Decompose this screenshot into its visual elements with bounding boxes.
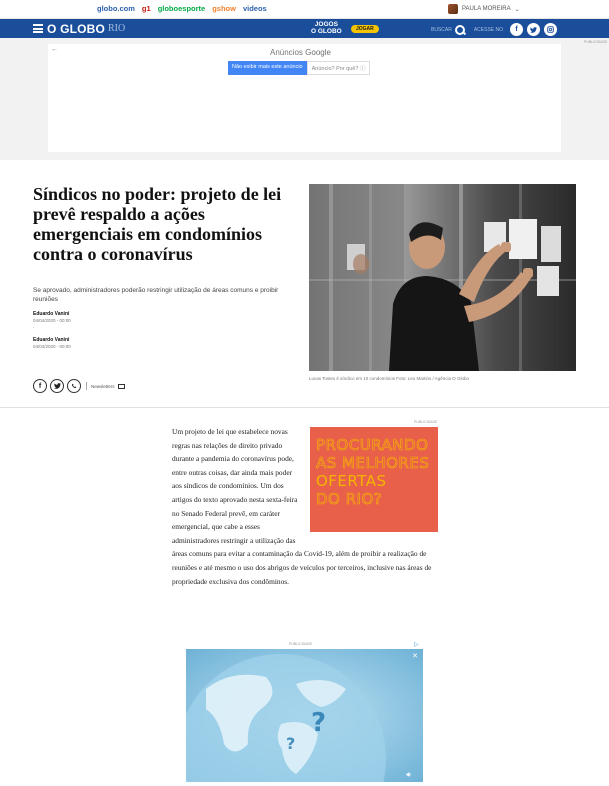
publish-date: 04/04/2020 - 00:00 bbox=[33, 318, 71, 323]
article-headline: Síndicos no poder: projeto de lei prevê respaldo a ações emergenciais em condomínios contra o coronavírus bbox=[33, 184, 282, 264]
jogar-button[interactable]: JOGAR bbox=[351, 25, 379, 33]
link-globoesporte[interactable]: globoesporte bbox=[157, 4, 206, 13]
close-icon[interactable]: ✕ bbox=[412, 653, 418, 660]
link-g1[interactable]: g1 bbox=[141, 4, 151, 13]
share-divider bbox=[86, 382, 87, 390]
twitter-icon[interactable] bbox=[527, 23, 540, 36]
video-ad[interactable] bbox=[186, 649, 423, 782]
article-subhead: Se aprovado, administradores poderão restringir utilização de áreas comuns e proibir reuniões bbox=[33, 287, 279, 303]
ad-float-spacer bbox=[302, 425, 440, 535]
globe-illustration bbox=[186, 649, 423, 782]
avatar bbox=[448, 4, 458, 14]
google-ads-label: Anúncios Google bbox=[270, 48, 331, 57]
network-bar bbox=[0, 0, 609, 19]
section-divider bbox=[0, 407, 609, 408]
svg-text:?: ? bbox=[311, 708, 327, 738]
mail-icon bbox=[118, 384, 125, 389]
section-name[interactable]: RIO bbox=[108, 23, 126, 34]
ad-label-top: PUBLICIDADE bbox=[584, 40, 608, 44]
article-photo[interactable] bbox=[309, 184, 576, 371]
article-body bbox=[172, 425, 440, 588]
share-bar bbox=[33, 379, 125, 393]
author-name[interactable]: Eduardo Vanini bbox=[33, 337, 70, 343]
share-facebook-icon[interactable]: f bbox=[33, 379, 47, 393]
search-icon[interactable] bbox=[455, 25, 465, 35]
adchoices-icon[interactable]: ▷ bbox=[414, 642, 419, 648]
facebook-icon[interactable]: f bbox=[510, 23, 523, 36]
site-header bbox=[0, 19, 609, 38]
newsletter-link[interactable]: Newsletters bbox=[91, 384, 125, 389]
volume-icon[interactable] bbox=[406, 772, 413, 777]
svg-text:?: ? bbox=[286, 734, 296, 753]
header-actions bbox=[431, 23, 557, 36]
share-whatsapp-icon[interactable] bbox=[67, 379, 81, 393]
author-name[interactable]: Eduardo Vanini bbox=[33, 311, 70, 317]
why-this-ad-button[interactable]: Anúncio? Por quê? ⓘ bbox=[307, 61, 371, 75]
buscar-label[interactable]: BUSCAR bbox=[431, 26, 452, 33]
article-paragraph: Um projeto de lei que estabelece novas regras nas relações de direito privado durante a pandemia do coronavírus pode, entre outras coisas, dar ainda mais poder aos síndicos de condomínios. Um dos artigos do texto aprovado nesta sexta-feira no Senado Federal prevê, em caráter emergencial, que cabe a esses administradores restringir a utilização das áreas comuns para evitar a contaminação da Covid-19, além de proibir a realização de reuniões e até mesmo o uso dos abrigos de veículos por terceiros, inclusive nas áreas de propriedade exclusiva dos condôminos. bbox=[172, 427, 432, 586]
hamburger-menu-icon[interactable] bbox=[33, 24, 43, 33]
network-links bbox=[97, 4, 267, 13]
link-gshow[interactable]: gshow bbox=[212, 4, 236, 13]
top-ad-area bbox=[0, 38, 609, 160]
jogos-logo[interactable]: JOGOS O GLOBO bbox=[311, 21, 342, 35]
ad-label-right: PUBLICIDADE bbox=[414, 420, 438, 424]
ad-label-bottom: PUBLICIDADE bbox=[289, 642, 313, 646]
share-twitter-icon[interactable] bbox=[50, 379, 64, 393]
chevron-down-icon: ⌄ bbox=[514, 6, 520, 13]
user-menu[interactable] bbox=[448, 4, 520, 14]
user-name: PAULA MOREIRA bbox=[462, 6, 511, 12]
link-globo-com[interactable]: globo.com bbox=[97, 4, 135, 13]
photo-caption: Lucas Tostes é síndico em 10 condomínios Foto: Leo Martins / Agência O Globo bbox=[309, 376, 470, 381]
ad-headline: PROCURANDO AS MELHORES OFERTAS DO RIO? bbox=[316, 436, 430, 508]
top-ad-slot bbox=[48, 44, 561, 152]
publish-date: 04/04/2020 - 00:00 bbox=[33, 344, 71, 349]
stop-seeing-ad-button[interactable]: Não exibir mais este anúncio bbox=[228, 61, 307, 75]
acesse-label: ACESSE NO bbox=[473, 26, 504, 33]
ad-feedback-buttons bbox=[228, 61, 370, 75]
site-logo[interactable]: O GLOBO bbox=[47, 22, 106, 36]
link-videos[interactable]: videos bbox=[242, 4, 267, 13]
instagram-icon[interactable] bbox=[544, 23, 557, 36]
elevator-photo-illustration bbox=[309, 184, 576, 371]
byline-separator: · bbox=[33, 325, 35, 331]
back-arrow-icon[interactable]: ← bbox=[51, 46, 58, 53]
